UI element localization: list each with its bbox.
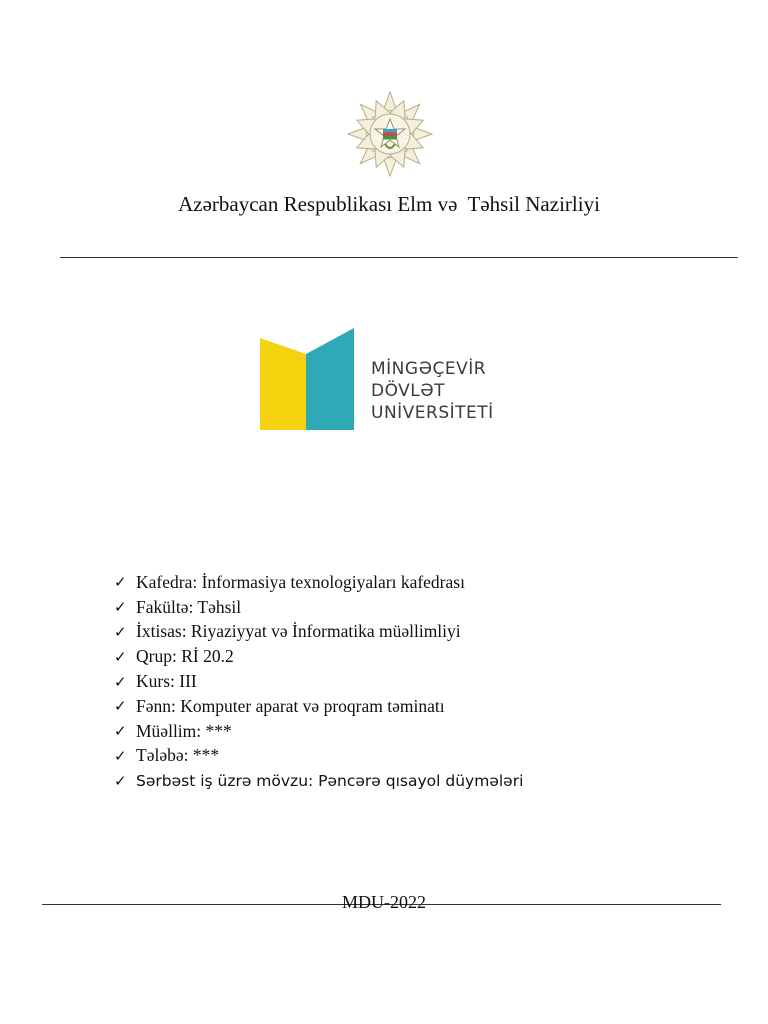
list-item-text: Kurs: III [136,671,197,692]
logo-line-1: MİNGƏÇEVİR [371,359,487,379]
list-item-text: Tələbə: *** [136,745,220,766]
checkmark-icon: ✓ [114,722,127,741]
list-item [114,669,523,694]
top-divider [60,257,738,258]
checkmark-icon: ✓ [114,622,127,641]
footer-year [0,892,768,913]
list-item [114,744,523,769]
checkmark-icon: ✓ [114,771,127,790]
list-item-text: İxtisas: Riyaziyyat və İnformatika müəllimliyi [136,621,461,642]
checkmark-icon: ✓ [114,647,127,666]
list-item [114,620,523,645]
logo-line-3: UNİVERSİTETİ [371,403,494,423]
list-item-text: Kafedra: İnformasiya texnologiyaları kafedrası [136,571,465,592]
checkmark-icon: ✓ [114,697,127,716]
list-item [114,719,523,744]
list-item [114,595,523,620]
logo-line-2: DÖVLƏT [371,381,446,401]
list-item [114,694,523,719]
state-emblem-icon [344,90,436,178]
footer-text: MDU-2022 [342,892,426,912]
list-item-text: Fakültə: Təhsil [136,596,242,617]
list-item-text: Qrup: Rİ 20.2 [136,646,234,667]
checkmark-icon: ✓ [114,672,127,691]
info-list [114,570,523,793]
ministry-title: Azərbaycan Respublikası Elm və Təhsil Nazirliyi [178,192,600,216]
list-item [114,768,523,793]
list-item-text: Müəllim: *** [136,720,232,741]
list-item [114,570,523,595]
list-item [114,644,523,669]
university-logo-text [371,358,494,424]
list-item-text: Fənn: Komputer aparat və proqram təminatı [136,695,445,716]
list-item-text: Sərbəst iş üzrə mövzu: Pəncərə qısayol düymələri [136,771,524,790]
checkmark-icon: ✓ [114,598,127,617]
checkmark-icon: ✓ [114,746,127,765]
checkmark-icon: ✓ [114,573,127,592]
